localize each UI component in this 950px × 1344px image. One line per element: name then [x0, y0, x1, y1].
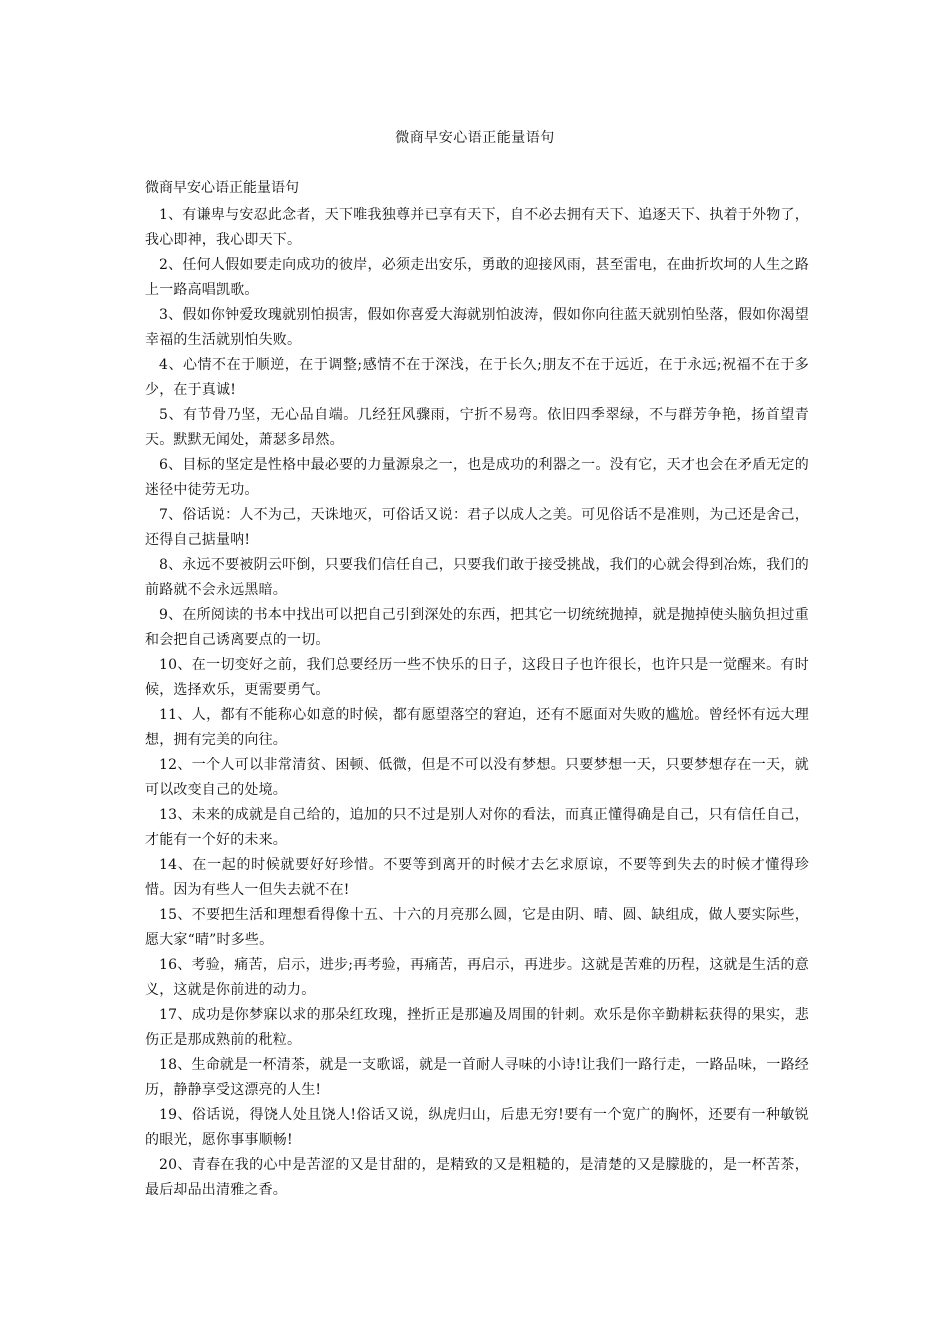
paragraph: 19、俗话说，得饶人处且饶人!俗话又说，纵虎归山，后患无穷!要有一个宽广的胸怀，还要有一种敏锐的眼光，愿你事事顺畅!: [145, 1107, 809, 1148]
paragraph: 13、未来的成就是自己给的，追加的只不过是别人对你的看法，而真正懂得确是自己，只有信任自己，才能有一个好的未来。: [145, 807, 809, 848]
paragraph: 4、心情不在于顺逆，在于调整;感情不在于深浅，在于长久;朋友不在于远近，在于永远;祝福不在于多少，在于真诚!: [145, 357, 809, 398]
paragraph: 15、不要把生活和理想看得像十五、十六的月亮那么圆，它是由阴、晴、圆、缺组成，做人要实际些，愿大家“晴”时多些。: [145, 907, 809, 948]
paragraph: 3、假如你钟爱玫瑰就别怕损害，假如你喜爱大海就别怕波涛，假如你向往蓝天就别怕坠落，假如你渴望幸福的生活就别怕失败。: [145, 307, 809, 348]
paragraph: 1、有谦卑与安忍此念者，天下唯我独尊并已享有天下，自不必去拥有天下、追逐天下、执着于外物了，我心即神，我心即天下。: [145, 207, 809, 248]
document-subtitle: 微商早安心语正能量语句: [145, 180, 299, 196]
paragraph: 14、在一起的时候就要好好珍惜。不要等到离开的时候才去乞求原谅，不要等到失去的时候才懂得珍惜。因为有些人一但失去就不在!: [145, 857, 809, 898]
paragraph: 12、一个人可以非常清贫、困顿、低微，但是不可以没有梦想。只要梦想一天，只要梦想存在一天，就可以改变自己的处境。: [145, 757, 809, 798]
paragraph: 2、任何人假如要走向成功的彼岸，必须走出安乐，勇敢的迎接风雨，甚至雷电，在曲折坎坷的人生之路上一路高唱凯歌。: [145, 257, 809, 298]
paragraph: 20、青春在我的心中是苦涩的又是甘甜的，是精致的又是粗糙的，是清楚的又是朦胧的，是一杯苦茶，最后却品出清雅之香。: [145, 1157, 809, 1198]
document-title: 微商早安心语正能量语句: [395, 130, 555, 146]
paragraph: 11、人，都有不能称心如意的时候，都有愿望落空的窘迫，还有不愿面对失败的尴尬。曾经怀有远大理想，拥有完美的向往。: [145, 707, 809, 748]
paragraph: 6、目标的坚定是性格中最必要的力量源泉之一，也是成功的利器之一。没有它，天才也会在矛盾无定的迷径中徒劳无功。: [145, 457, 809, 498]
paragraph: 17、成功是你梦寐以求的那朵红玫瑰，挫折正是那遍及周围的针刺。欢乐是你辛勤耕耘获得的果实，悲伤正是那成熟前的秕粒。: [145, 1007, 809, 1048]
paragraph: 5、有节骨乃坚，无心品自端。几经狂风骤雨，宁折不易弯。依旧四季翠绿，不与群芳争艳，扬首望青天。默默无闻处，萧瑟多昂然。: [145, 407, 809, 448]
paragraph: 10、在一切变好之前，我们总要经历一些不快乐的日子，这段日子也许很长，也许只是一觉醒来。有时候，选择欢乐，更需要勇气。: [145, 657, 809, 698]
paragraph: 16、考验，痛苦，启示，进步;再考验，再痛苦，再启示，再进步。这就是苦难的历程，这就是生活的意义，这就是你前进的动力。: [145, 957, 809, 998]
paragraph: 9、在所阅读的书本中找出可以把自己引到深处的东西，把其它一切统统抛掉，就是抛掉使头脑负担过重和会把自己诱离要点的一切。: [145, 607, 809, 648]
paragraph: 18、生命就是一杯清茶，就是一支歌谣，就是一首耐人寻味的小诗!让我们一路行走，一路品味，一路经历，静静享受这漂亮的人生!: [145, 1057, 809, 1098]
paragraph: 8、永远不要被阴云吓倒，只要我们信任自己，只要我们敢于接受挑战，我们的心就会得到冶炼，我们的前路就不会永远黑暗。: [145, 557, 809, 598]
document-body: [145, 178, 809, 1203]
paragraph: 7、俗话说：人不为己，天诛地灭，可俗话又说：君子以成人之美。可见俗话不是准则，为己还是舍己，还得自己掂量呐!: [145, 507, 809, 548]
